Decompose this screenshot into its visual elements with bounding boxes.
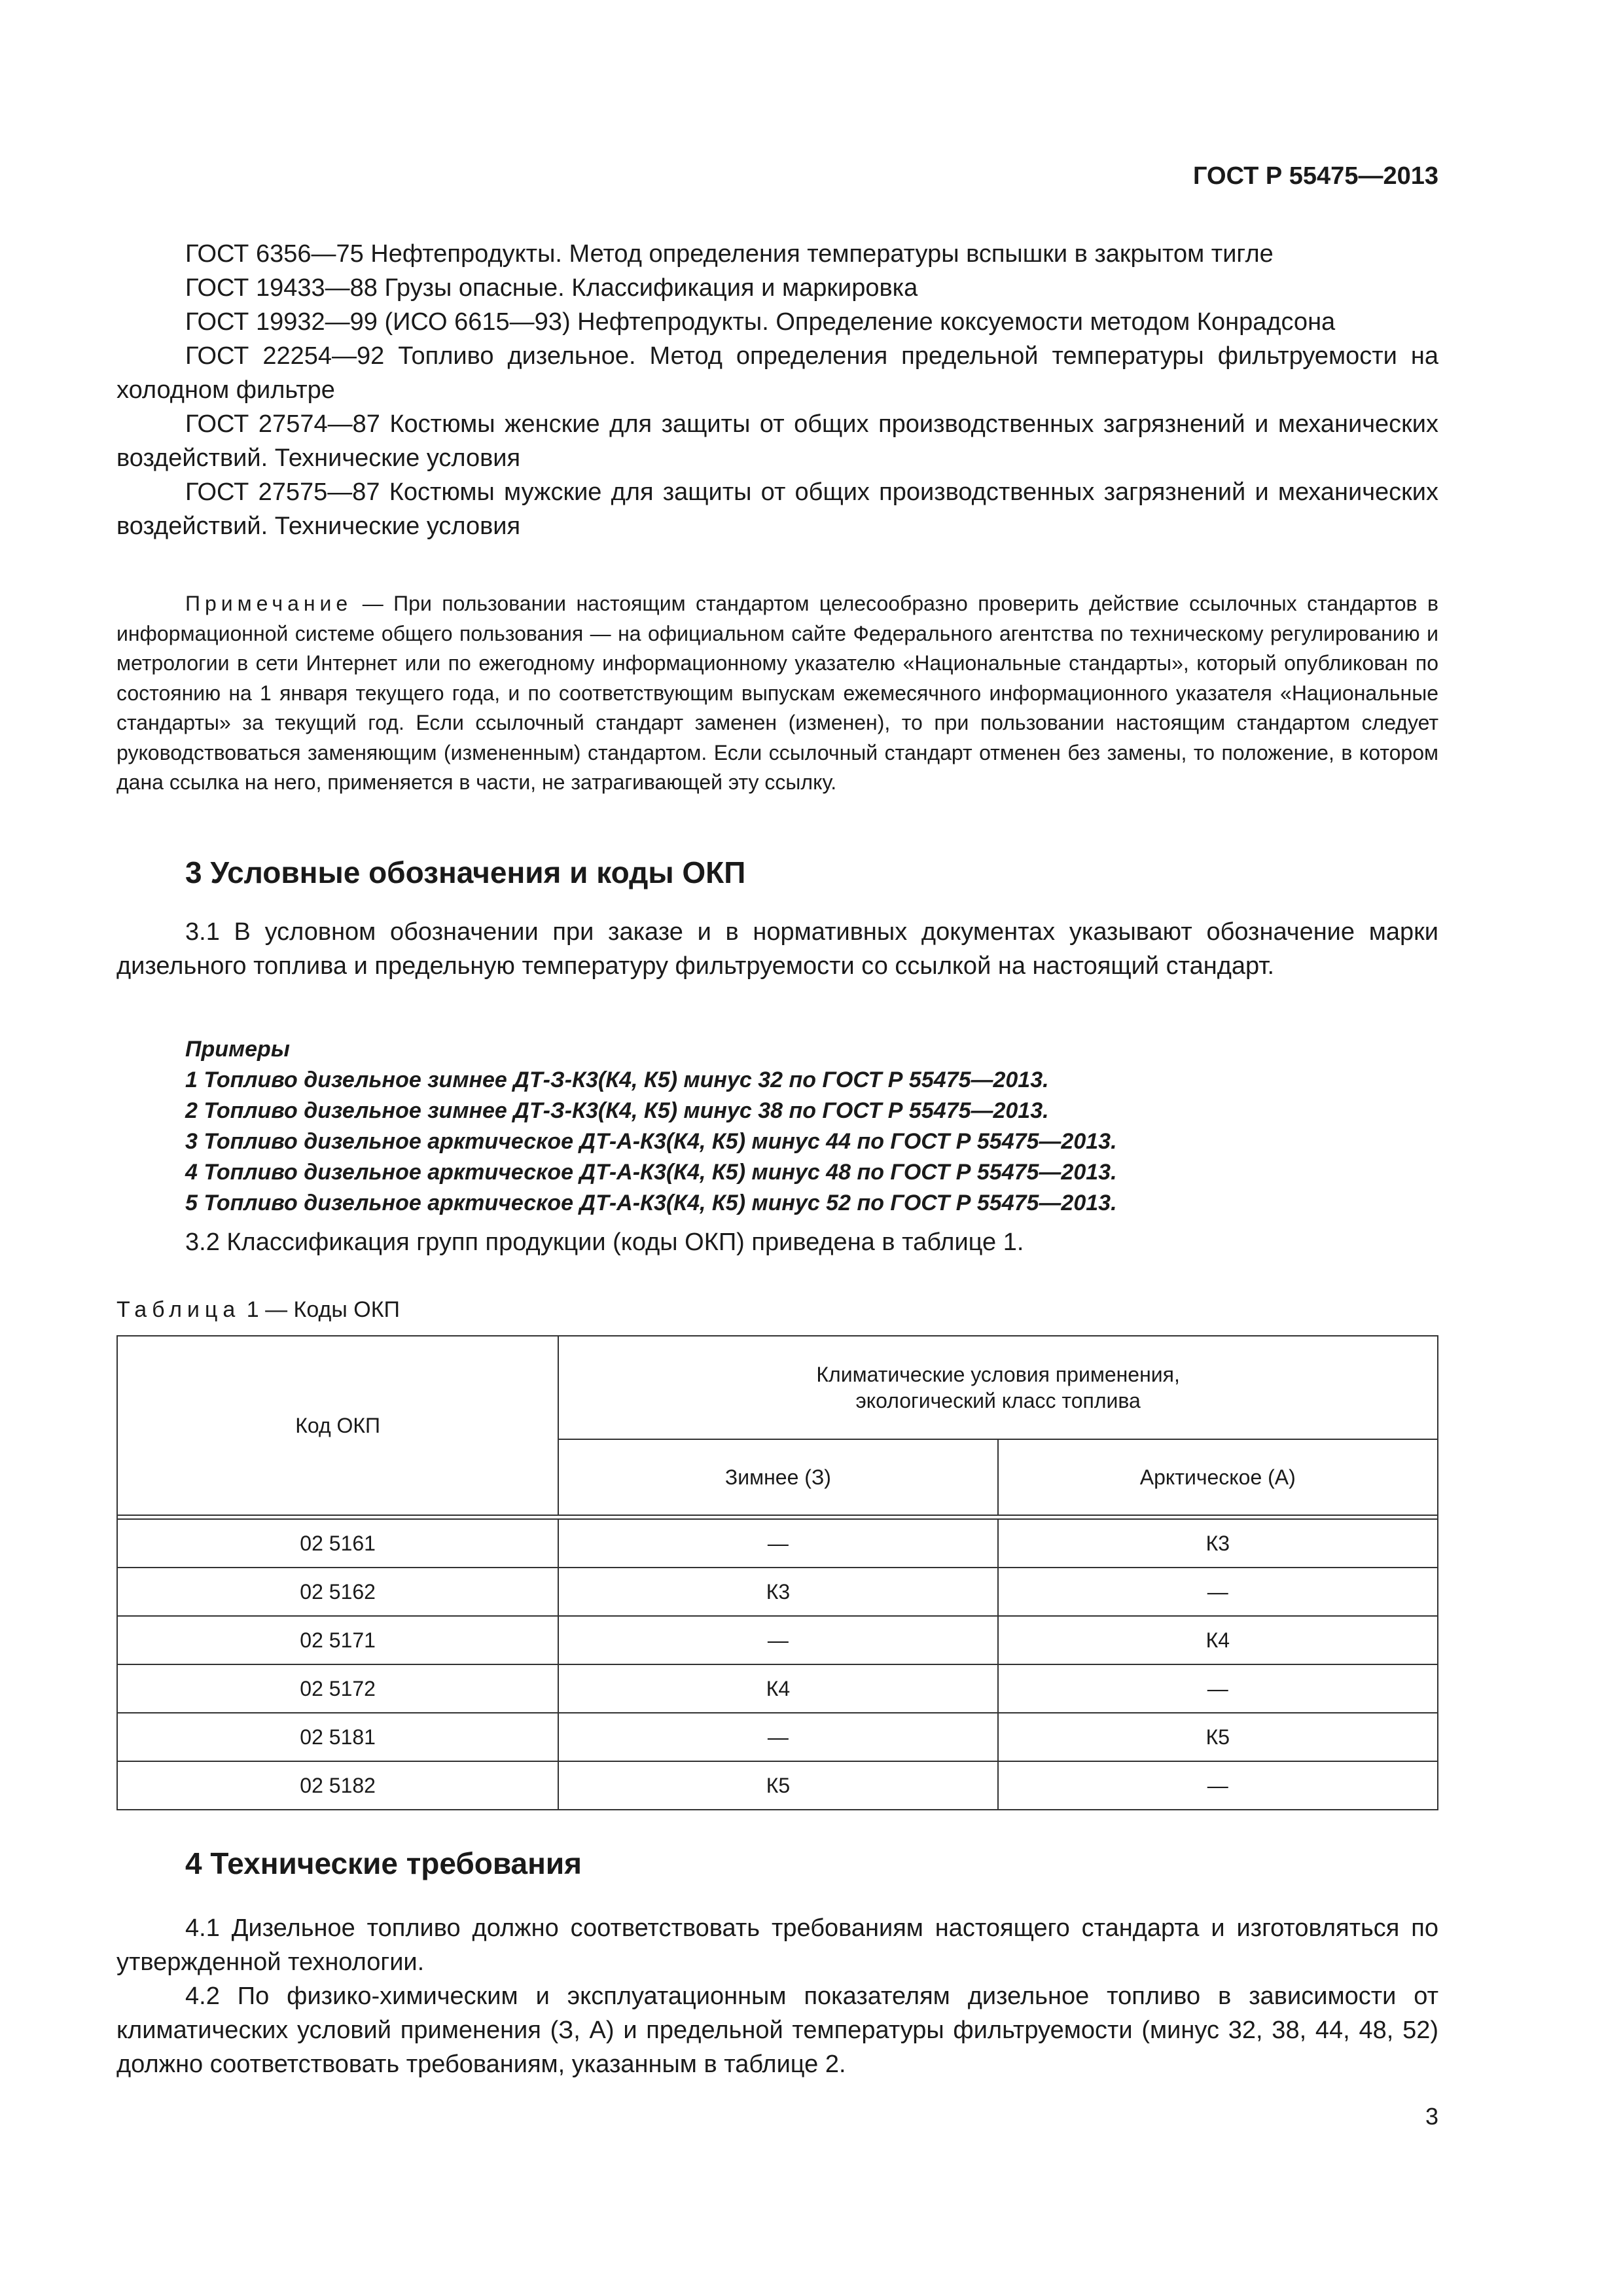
table-row xyxy=(117,1568,1438,1616)
paragraph-3-1: 3.1 В условном обозначении при заказе и в нормативных документах указывают обозначение марки дизельного топлива и предельную температуру фильтруемости со ссылкой на настоящий стандарт. xyxy=(116,918,1438,980)
table-row xyxy=(117,1761,1438,1810)
cell-winter: — xyxy=(558,1616,997,1664)
column-header-arctic: Арктическое (А) xyxy=(998,1439,1438,1515)
cell-code: 02 5172 xyxy=(117,1664,558,1713)
example-item: 4 Топливо дизельное арктическое ДТ-А-К3(К4, К5) минус 48 по ГОСТ Р 55475—2013. xyxy=(185,1160,1117,1185)
section-4-heading: 4 Технические требования xyxy=(185,1846,582,1880)
table-row xyxy=(117,1616,1438,1664)
reference-item: ГОСТ 19433—88 Грузы опасные. Классификация и маркировка xyxy=(185,274,918,302)
table-caption xyxy=(116,1297,400,1323)
example-item: 5 Топливо дизельное арктическое ДТ-А-К3(К4, К5) минус 52 по ГОСТ Р 55475—2013. xyxy=(185,1191,1117,1215)
cell-winter: К4 xyxy=(558,1664,997,1713)
cell-code: 02 5171 xyxy=(117,1616,558,1664)
cell-arctic: К4 xyxy=(998,1616,1438,1664)
cell-code: 02 5182 xyxy=(117,1761,558,1810)
cell-arctic: — xyxy=(998,1761,1438,1810)
cell-arctic: К5 xyxy=(998,1713,1438,1761)
note-text: — При пользовании настоящим стандартом целесообразно проверить действие ссылочных стандартов в информационной системе общего пользования — на официальном сайте Федерального агентства по техническому регулированию и метрологии в сети Интернет или по ежегодному информационному указателю «Национальные стандарты», который опубликован по состоянию на 1 января текущего года, и по соответствующим выпускам ежемесячного информационного указателя «Национальные стандарты» за текущий год. Если ссылочный стандарт заменен (изменен), то при пользовании настоящим стандартом следует руководствоваться заменяющим (измененным) стандартом. Если ссылочный стандарт отменен без замены, то положение, в котором дана ссылка на него, применяется в части, не затрагивающей эту ссылку. xyxy=(116,592,1439,794)
paragraph-4-2: 4.2 По физико-химическим и эксплуатационным показателям дизельное топливо в зависимости от климатических условий применения (З, А) и предельной температуры фильтруемости (минус 32, 38, 44, 48, 52) должно соответствовать требованиям, указанным в таблице 2. xyxy=(116,1982,1438,2078)
page-number: 3 xyxy=(1425,2103,1438,2130)
cell-code: 02 5181 xyxy=(117,1713,558,1761)
example-item: 2 Топливо дизельное зимнее ДТ-З-К3(К4, К5) минус 38 по ГОСТ Р 55475—2013. xyxy=(185,1098,1049,1123)
column-header-winter: Зимнее (З) xyxy=(558,1439,997,1515)
example-item: 3 Топливо дизельное арктическое ДТ-А-К3(К4, К5) минус 44 по ГОСТ Р 55475—2013. xyxy=(185,1129,1117,1154)
column-header-climate-group: Климатические условия применения, экологический класс топлива xyxy=(558,1336,1438,1439)
table-row xyxy=(117,1664,1438,1713)
references-list xyxy=(116,237,1438,543)
paragraph-4-1: 4.1 Дизельное топливо должно соответствовать требованиям настоящего стандарта и изготовляться по утвержденной технологии. xyxy=(116,1914,1438,1976)
reference-item: ГОСТ 19932—99 (ИСО 6615—93) Нефтепродукты. Определение коксуемости методом Конрадсона xyxy=(185,308,1336,336)
paragraph-3-2: 3.2 Классификация групп продукции (коды ОКП) приведена в таблице 1. xyxy=(185,1229,1024,1256)
reference-item: ГОСТ 22254—92 Топливо дизельное. Метод определения предельной температуры фильтруемости на холодном фильтре xyxy=(116,342,1438,404)
cell-arctic: — xyxy=(998,1568,1438,1616)
example-item: 1 Топливо дизельное зимнее ДТ-З-К3(К4, К5) минус 32 по ГОСТ Р 55475—2013. xyxy=(185,1067,1049,1092)
document-code: ГОСТ Р 55475—2013 xyxy=(1193,162,1438,190)
cell-code: 02 5161 xyxy=(117,1519,558,1568)
table-caption-title: 1 — Коды ОКП xyxy=(240,1297,400,1322)
cell-winter: К3 xyxy=(558,1568,997,1616)
cell-arctic: К3 xyxy=(998,1519,1438,1568)
reference-item: ГОСТ 27574—87 Костюмы женские для защиты от общих производственных загрязнений и механических воздействий. Технические условия xyxy=(116,410,1438,472)
cell-winter: — xyxy=(558,1713,997,1761)
examples-title: Примеры xyxy=(185,1037,290,1062)
cell-code: 02 5162 xyxy=(117,1568,558,1616)
note-paragraph xyxy=(116,589,1438,798)
note-label: Примечание xyxy=(185,592,353,615)
table-caption-label: Таблица xyxy=(116,1297,241,1322)
cell-winter: К5 xyxy=(558,1761,997,1810)
column-header-code: Код ОКП xyxy=(117,1336,558,1515)
section-3-heading: 3 Условные обозначения и коды ОКП xyxy=(185,855,746,889)
cell-arctic: — xyxy=(998,1664,1438,1713)
table-row xyxy=(117,1519,1438,1568)
reference-item: ГОСТ 6356—75 Нефтепродукты. Метод определения температуры вспышки в закрытом тигле xyxy=(185,240,1274,268)
okp-codes-table xyxy=(116,1335,1438,1810)
cell-winter: — xyxy=(558,1519,997,1568)
reference-item: ГОСТ 27575—87 Костюмы мужские для защиты от общих производственных загрязнений и механических воздействий. Технические условия xyxy=(116,478,1438,540)
table-row xyxy=(117,1713,1438,1761)
examples-block xyxy=(185,1034,1117,1219)
